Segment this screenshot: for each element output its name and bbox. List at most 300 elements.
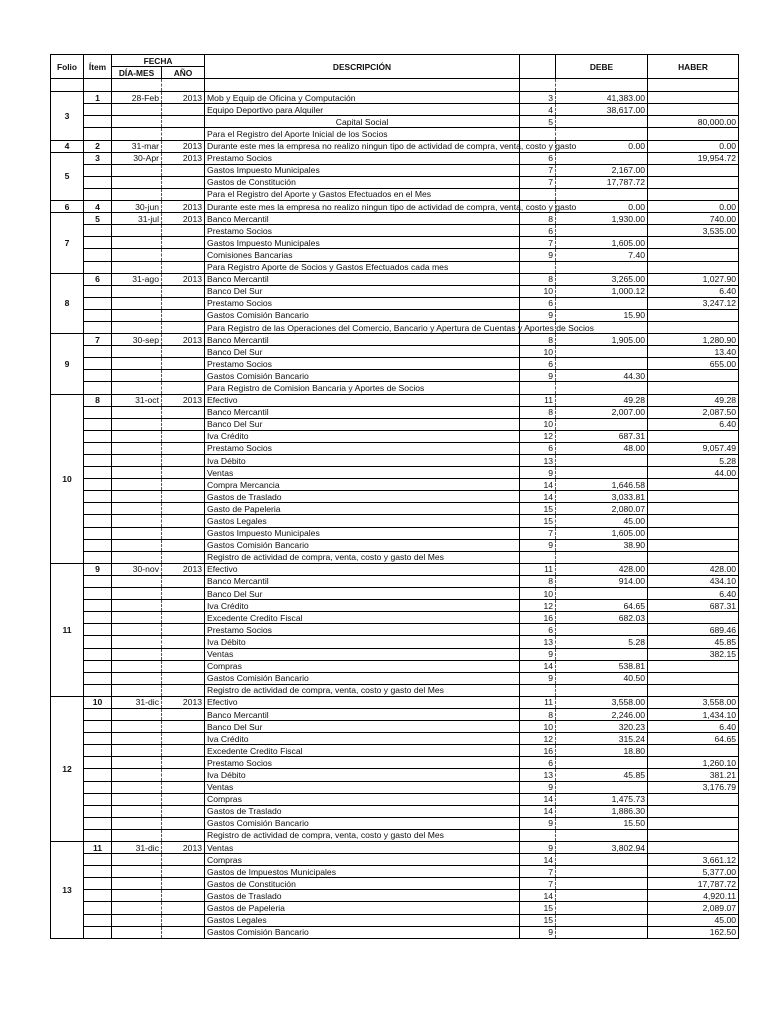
item-cell <box>84 309 112 321</box>
item-cell <box>84 261 112 273</box>
account-cell: 9 <box>520 467 556 479</box>
haber-cell: 3,247.12 <box>648 297 739 309</box>
year-cell <box>162 116 205 128</box>
debe-cell: 7.40 <box>556 249 648 261</box>
date-cell <box>112 636 162 648</box>
haber-cell: 3,558.00 <box>648 696 739 708</box>
debe-cell: 538.81 <box>556 660 648 672</box>
ledger-row <box>51 745 739 757</box>
description-cell: Compras <box>205 854 520 866</box>
debe-cell: 2,080.07 <box>556 503 648 515</box>
account-cell: 11 <box>520 563 556 575</box>
year-cell: 2013 <box>162 842 205 854</box>
ledger-row <box>51 757 739 769</box>
item-cell <box>84 902 112 914</box>
account-cell: 16 <box>520 612 556 624</box>
ledger-row <box>51 842 739 854</box>
item-cell <box>84 733 112 745</box>
debe-cell <box>556 684 648 696</box>
item-cell <box>84 829 112 841</box>
folio-cell: 9 <box>51 334 84 394</box>
ledger-row <box>51 636 739 648</box>
date-cell <box>112 926 162 938</box>
debe-cell: 64.65 <box>556 600 648 612</box>
description-cell: Iva Crédito <box>205 430 520 442</box>
year-cell: 2013 <box>162 394 205 406</box>
account-cell: 8 <box>520 273 556 285</box>
date-cell: 30-sep <box>112 334 162 346</box>
debe-cell <box>556 878 648 890</box>
account-cell: 13 <box>520 455 556 467</box>
account-cell <box>520 261 556 273</box>
account-cell: 6 <box>520 358 556 370</box>
haber-cell <box>648 551 739 563</box>
ledger-row <box>51 285 739 297</box>
haber-cell: 6.40 <box>648 721 739 733</box>
date-cell <box>112 660 162 672</box>
ledger-row <box>51 926 739 938</box>
year-cell <box>162 636 205 648</box>
ledger-row <box>51 696 739 708</box>
date-cell <box>112 370 162 382</box>
account-cell: 6 <box>520 442 556 454</box>
account-cell: 13 <box>520 769 556 781</box>
description-cell: Registro de actividad de compra, venta, costo y gasto del Mes <box>205 829 520 841</box>
haber-cell: 1,027.90 <box>648 273 739 285</box>
year-cell: 2013 <box>162 152 205 164</box>
description-cell: Comisiones Bancarias <box>205 249 520 261</box>
ledger-row <box>51 442 739 454</box>
haber-cell: 162.50 <box>648 926 739 938</box>
ledger-row <box>51 914 739 926</box>
ledger-row <box>51 515 739 527</box>
description-cell: Registro de actividad de compra, venta, costo y gasto del Mes <box>205 684 520 696</box>
debe-cell: 0.00 <box>556 201 648 213</box>
date-cell <box>112 914 162 926</box>
account-cell: 9 <box>520 781 556 793</box>
item-cell <box>84 467 112 479</box>
haber-cell <box>648 164 739 176</box>
haber-cell: 45.85 <box>648 636 739 648</box>
item-cell <box>84 321 112 333</box>
description-cell: Para Registro Aporte de Socios y Gastos Efectuados cada mes <box>205 261 520 273</box>
item-cell <box>84 382 112 394</box>
date-cell <box>112 878 162 890</box>
account-cell: 9 <box>520 370 556 382</box>
haber-cell: 655.00 <box>648 358 739 370</box>
haber-cell <box>648 188 739 200</box>
year-cell <box>162 612 205 624</box>
ledger-row <box>51 805 739 817</box>
debe-cell: 17,787.72 <box>556 176 648 188</box>
year-cell <box>162 225 205 237</box>
description-cell: Para el Registro del Aporte Inicial de los Socios <box>205 128 520 140</box>
year-cell <box>162 708 205 720</box>
year-cell <box>162 261 205 273</box>
description-cell: Equipo Deportivo para Alquiler <box>205 104 520 116</box>
ledger-row <box>51 890 739 902</box>
item-cell <box>84 479 112 491</box>
item-cell: 8 <box>84 394 112 406</box>
description-cell: Gastos de Constitución <box>205 878 520 890</box>
account-cell: 6 <box>520 757 556 769</box>
year-cell: 2013 <box>162 140 205 152</box>
description-cell: Gastos Comisión Bancario <box>205 370 520 382</box>
haber-cell: 13.40 <box>648 346 739 358</box>
account-cell: 15 <box>520 515 556 527</box>
date-cell <box>112 805 162 817</box>
debe-cell <box>556 418 648 430</box>
date-cell <box>112 721 162 733</box>
date-cell <box>112 515 162 527</box>
debe-cell: 3,265.00 <box>556 273 648 285</box>
account-cell: 7 <box>520 878 556 890</box>
item-cell <box>84 527 112 539</box>
year-cell <box>162 104 205 116</box>
haber-cell: 6.40 <box>648 588 739 600</box>
description-cell: Prestamo Socios <box>205 442 520 454</box>
description-cell: Capital Social <box>205 116 520 128</box>
ledger-row <box>51 503 739 515</box>
item-cell: 10 <box>84 696 112 708</box>
description-cell: Gastos de Traslado <box>205 890 520 902</box>
year-cell <box>162 890 205 902</box>
description-cell: Compras <box>205 793 520 805</box>
debe-cell <box>556 382 648 394</box>
ledger-row <box>51 612 739 624</box>
description-cell: Gastos Comisión Bancario <box>205 309 520 321</box>
year-cell <box>162 575 205 587</box>
account-cell: 10 <box>520 418 556 430</box>
debe-cell: 914.00 <box>556 575 648 587</box>
item-cell: 3 <box>84 152 112 164</box>
haber-cell <box>648 745 739 757</box>
date-cell <box>112 612 162 624</box>
item-cell <box>84 539 112 551</box>
item-cell <box>84 914 112 926</box>
year-cell <box>162 878 205 890</box>
year-cell <box>162 914 205 926</box>
debe-cell <box>556 297 648 309</box>
date-cell: 30-nov <box>112 563 162 575</box>
ledger-row <box>51 116 739 128</box>
date-cell <box>112 648 162 660</box>
date-cell <box>112 176 162 188</box>
haber-cell: 6.40 <box>648 418 739 430</box>
description-cell: Prestamo Socios <box>205 358 520 370</box>
year-cell <box>162 503 205 515</box>
ledger-row <box>51 455 739 467</box>
item-cell <box>84 575 112 587</box>
debe-cell <box>556 225 648 237</box>
year-cell <box>162 672 205 684</box>
account-cell: 15 <box>520 914 556 926</box>
item-cell <box>84 708 112 720</box>
ledger-row <box>51 527 739 539</box>
debe-cell: 15.50 <box>556 817 648 829</box>
haber-cell: 5,377.00 <box>648 866 739 878</box>
ledger-row <box>51 829 739 841</box>
account-cell: 8 <box>520 213 556 225</box>
date-cell: 31-dic <box>112 696 162 708</box>
date-cell <box>112 237 162 249</box>
item-cell <box>84 370 112 382</box>
debe-cell: 18.80 <box>556 745 648 757</box>
debe-cell <box>556 781 648 793</box>
debe-cell: 682.03 <box>556 612 648 624</box>
item-cell <box>84 648 112 660</box>
account-cell: 14 <box>520 660 556 672</box>
year-cell <box>162 249 205 261</box>
anio-header: AÑO <box>162 67 205 79</box>
year-cell <box>162 902 205 914</box>
date-cell <box>112 624 162 636</box>
ledger-row <box>51 479 739 491</box>
item-cell <box>84 588 112 600</box>
journal-ledger-table <box>50 54 739 939</box>
account-cell: 5 <box>520 116 556 128</box>
debe-cell: 44.30 <box>556 370 648 382</box>
year-cell <box>162 866 205 878</box>
item-cell <box>84 890 112 902</box>
date-cell: 31-mar <box>112 140 162 152</box>
item-cell <box>84 503 112 515</box>
description-cell: Banco Mercantil <box>205 213 520 225</box>
ledger-row <box>51 273 739 285</box>
date-cell <box>112 382 162 394</box>
date-cell <box>112 757 162 769</box>
haber-cell <box>648 503 739 515</box>
date-cell: 30-jun <box>112 201 162 213</box>
debe-cell: 49.28 <box>556 394 648 406</box>
date-cell <box>112 575 162 587</box>
year-cell <box>162 418 205 430</box>
year-cell <box>162 128 205 140</box>
date-cell: 31-ago <box>112 273 162 285</box>
item-cell <box>84 406 112 418</box>
haber-cell: 6.40 <box>648 285 739 297</box>
item-cell <box>84 225 112 237</box>
ledger-row <box>51 866 739 878</box>
item-cell <box>84 346 112 358</box>
debe-cell: 38,617.00 <box>556 104 648 116</box>
item-cell <box>84 817 112 829</box>
account-cell: 9 <box>520 249 556 261</box>
item-cell <box>84 805 112 817</box>
year-cell: 2013 <box>162 92 205 104</box>
year-cell <box>162 479 205 491</box>
debe-cell: 1,905.00 <box>556 334 648 346</box>
debe-cell: 320.23 <box>556 721 648 733</box>
year-cell: 2013 <box>162 213 205 225</box>
debe-cell: 3,033.81 <box>556 491 648 503</box>
description-cell: Prestamo Socios <box>205 152 520 164</box>
item-cell <box>84 672 112 684</box>
description-cell: Gastos Impuesto Municipales <box>205 164 520 176</box>
debe-cell <box>556 829 648 841</box>
debe-cell <box>556 188 648 200</box>
haber-cell: 689.46 <box>648 624 739 636</box>
description-cell: Para el Registro del Aporte y Gastos Efectuados en el Mes <box>205 188 520 200</box>
date-cell <box>112 854 162 866</box>
description-cell: Gastos de Constitución <box>205 176 520 188</box>
account-cell: 12 <box>520 430 556 442</box>
ledger-row <box>51 249 739 261</box>
description-cell: Gastos Comisión Bancario <box>205 539 520 551</box>
date-cell <box>112 418 162 430</box>
description-cell: Efectivo <box>205 696 520 708</box>
date-cell <box>112 672 162 684</box>
date-cell <box>112 588 162 600</box>
description-cell: Banco Del Sur <box>205 418 520 430</box>
folio-cell: 6 <box>51 201 84 213</box>
description-cell: Ventas <box>205 467 520 479</box>
fecha-header: FECHA <box>112 55 205 67</box>
account-cell: 10 <box>520 346 556 358</box>
debe-cell <box>556 926 648 938</box>
item-cell <box>84 793 112 805</box>
description-cell: Prestamo Socios <box>205 624 520 636</box>
year-cell <box>162 733 205 745</box>
account-cell: 9 <box>520 539 556 551</box>
description-cell: Durante este mes la empresa no realizo ningun tipo de actividad de compra, venta, costo y gasto <box>205 201 520 213</box>
account-cell <box>520 551 556 563</box>
folio-cell: 10 <box>51 394 84 563</box>
debe-cell <box>556 551 648 563</box>
ledger-row <box>51 708 739 720</box>
date-cell <box>112 708 162 720</box>
date-cell <box>112 285 162 297</box>
date-cell <box>112 539 162 551</box>
account-cell: 7 <box>520 527 556 539</box>
item-cell <box>84 854 112 866</box>
haber-cell: 0.00 <box>648 201 739 213</box>
description-cell: Compras <box>205 660 520 672</box>
date-cell <box>112 249 162 261</box>
folio-cell: 8 <box>51 273 84 333</box>
debe-cell: 45.85 <box>556 769 648 781</box>
descripcion-header: DESCRIPCIÓN <box>205 55 520 79</box>
debe-cell: 2,007.00 <box>556 406 648 418</box>
ledger-row <box>51 176 739 188</box>
haber-cell <box>648 430 739 442</box>
description-cell: Excedente Credito Fiscal <box>205 745 520 757</box>
ledger-row <box>51 321 739 333</box>
account-cell: 12 <box>520 733 556 745</box>
description-cell: Banco Mercantil <box>205 575 520 587</box>
haber-cell <box>648 370 739 382</box>
description-cell: Banco Del Sur <box>205 285 520 297</box>
account-cell: 16 <box>520 745 556 757</box>
ledger-row <box>51 406 739 418</box>
debe-cell <box>556 757 648 769</box>
year-cell <box>162 164 205 176</box>
item-cell <box>84 866 112 878</box>
haber-cell: 434.10 <box>648 575 739 587</box>
header-row <box>51 55 739 67</box>
debe-cell <box>556 346 648 358</box>
debe-cell <box>556 624 648 636</box>
item-cell <box>84 249 112 261</box>
date-cell <box>112 769 162 781</box>
debe-cell: 1,605.00 <box>556 527 648 539</box>
debe-cell: 1,886.30 <box>556 805 648 817</box>
account-cell: 9 <box>520 648 556 660</box>
haber-cell: 17,787.72 <box>648 878 739 890</box>
debe-cell <box>556 914 648 926</box>
haber-cell: 3,176.79 <box>648 781 739 793</box>
date-cell: 28-Feb <box>112 92 162 104</box>
debe-cell: 41,383.00 <box>556 92 648 104</box>
ledger-row <box>51 539 739 551</box>
description-cell: Gastos Legales <box>205 914 520 926</box>
ledger-row <box>51 733 739 745</box>
item-cell <box>84 926 112 938</box>
haber-cell <box>648 672 739 684</box>
year-cell <box>162 600 205 612</box>
haber-cell <box>648 660 739 672</box>
item-cell <box>84 164 112 176</box>
haber-cell: 9,057.49 <box>648 442 739 454</box>
haber-cell <box>648 128 739 140</box>
description-cell: Registro de actividad de compra, venta, costo y gasto del Mes <box>205 551 520 563</box>
account-cell <box>520 128 556 140</box>
item-cell: 5 <box>84 213 112 225</box>
item-cell: 9 <box>84 563 112 575</box>
debe-cell: 687.31 <box>556 430 648 442</box>
item-cell <box>84 515 112 527</box>
account-cell <box>520 382 556 394</box>
year-cell <box>162 854 205 866</box>
description-cell: Banco Mercantil <box>205 708 520 720</box>
item-cell <box>84 781 112 793</box>
date-cell <box>112 491 162 503</box>
account-cell: 3 <box>520 92 556 104</box>
account-cell: 4 <box>520 104 556 116</box>
account-cell: 6 <box>520 297 556 309</box>
ledger-row <box>51 201 739 213</box>
date-cell <box>112 817 162 829</box>
item-cell <box>84 636 112 648</box>
description-cell: Banco Mercantil <box>205 406 520 418</box>
item-cell <box>84 491 112 503</box>
account-cell: 15 <box>520 902 556 914</box>
debe-cell <box>556 152 648 164</box>
description-cell: Gastos de Impuestos Municipales <box>205 866 520 878</box>
year-cell: 2013 <box>162 696 205 708</box>
description-cell: Iva Débito <box>205 455 520 467</box>
description-cell: Ventas <box>205 781 520 793</box>
description-cell: Prestamo Socios <box>205 297 520 309</box>
item-cell: 7 <box>84 334 112 346</box>
ledger-row <box>51 309 739 321</box>
item-cell <box>84 188 112 200</box>
ledger-row <box>51 648 739 660</box>
haber-cell <box>648 539 739 551</box>
item-cell <box>84 600 112 612</box>
ledger-row <box>51 721 739 733</box>
haber-cell: 1,434.10 <box>648 708 739 720</box>
debe-cell <box>556 467 648 479</box>
description-cell: Excedente Credito Fiscal <box>205 612 520 624</box>
date-cell <box>112 346 162 358</box>
account-cell: 7 <box>520 237 556 249</box>
item-cell: 11 <box>84 842 112 854</box>
item-cell <box>84 684 112 696</box>
account-cell: 9 <box>520 309 556 321</box>
ledger-row <box>51 467 739 479</box>
year-cell <box>162 406 205 418</box>
